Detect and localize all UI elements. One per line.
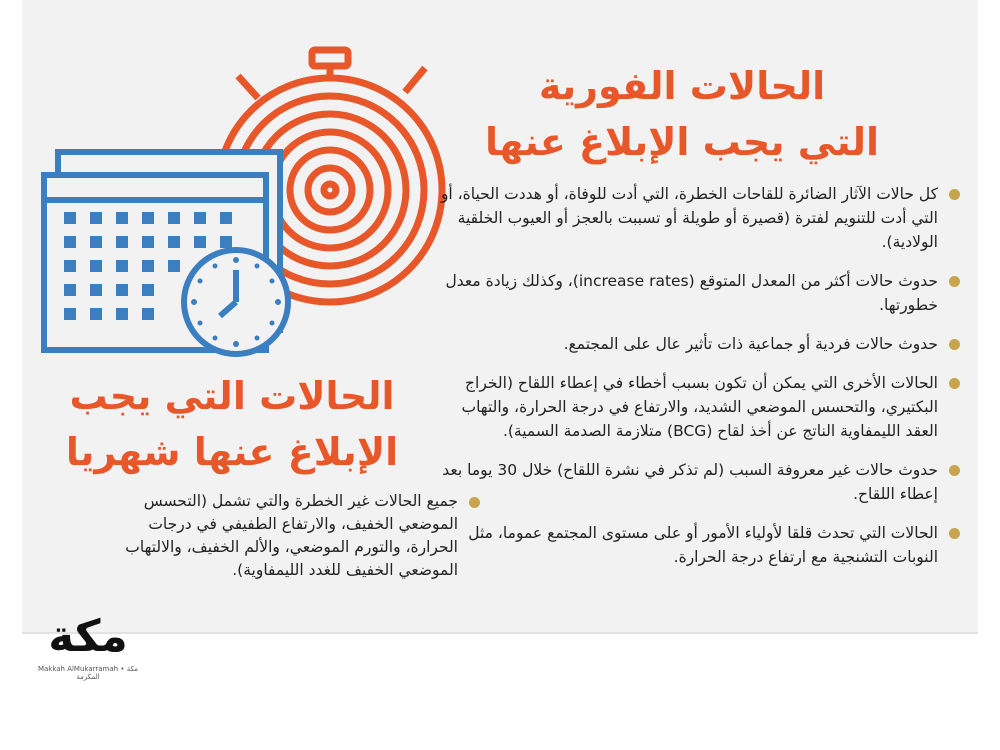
monthly-cases-list xyxy=(115,490,480,582)
urgent-title-line1: الحالات الفورية xyxy=(538,64,826,108)
urgent-cases-list xyxy=(425,182,960,584)
bullet-icon xyxy=(949,465,960,476)
list-item: حدوث حالات فردية أو جماعية ذات تأثير عال على المجتمع. xyxy=(425,332,960,356)
bullet-icon xyxy=(469,497,480,508)
list-item: حدوث حالات غير معروفة السبب (لم تذكر في نشرة اللقاح) خلال 30 يوما بعد إعطاء اللقاح. xyxy=(425,458,960,506)
monthly-cases-title xyxy=(52,368,412,480)
illustration xyxy=(40,40,460,360)
bullet-icon xyxy=(949,276,960,287)
monthly-title-line1: الحالات التي يجب xyxy=(69,374,395,418)
logo-mark: مكة xyxy=(48,611,128,662)
list-item: جميع الحالات غير الخطرة والتي تشمل (التحسس الموضعي الخفيف، والارتفاع الطفيفي في درجات الحرارة، والتورم الموضعي، والألم الخفيف، والالتهاب الموضعي الخفيف للغدد الليمفاوية). xyxy=(115,490,480,582)
list-item: كل حالات الآثار الضائرة للقاحات الخطرة، التي أدت للوفاة، أو هددت الحياة، أو التي أدت للتنويم لفترة (قصيرة أو طويلة أو تسببت بالعجز أو العيوب الخلقية الولادية). xyxy=(425,182,960,254)
list-item: الحالات الأخرى التي يمكن أن تكون بسبب أخطاء في إعطاء اللقاح (الخراج البكتيري، والتحسس الموضعي الشديد، والارتفاع في درجة الحرارة، والتهاب العقد الليمفاوية الناتج عن أخذ لقاح (BCG) متلازمة الصدمة السمية). xyxy=(425,371,960,443)
urgent-cases-title xyxy=(482,58,882,170)
bullet-icon xyxy=(949,378,960,389)
clock-icon xyxy=(184,250,288,354)
monthly-title-line2: الإبلاغ عنها شهريا xyxy=(65,430,399,474)
bullet-icon xyxy=(949,528,960,539)
logo-subtitle: Makkah AlMukarramah • مكة المكرمة xyxy=(37,665,139,681)
urgent-title-line2: التي يجب الإبلاغ عنها xyxy=(484,120,880,164)
bullet-icon xyxy=(949,339,960,350)
bullet-icon xyxy=(949,189,960,200)
list-item: حدوث حالات أكثر من المعدل المتوقع (increase rates)، وكذلك زيادة معدل خطورتها. xyxy=(425,269,960,317)
makkah-logo xyxy=(28,605,148,665)
list-item: الحالات التي تحدث قلقا لأولياء الأمور أو على مستوى المجتمع عموما، مثل النوبات التشنجية مع ارتفاع درجة الحرارة. xyxy=(425,521,960,569)
